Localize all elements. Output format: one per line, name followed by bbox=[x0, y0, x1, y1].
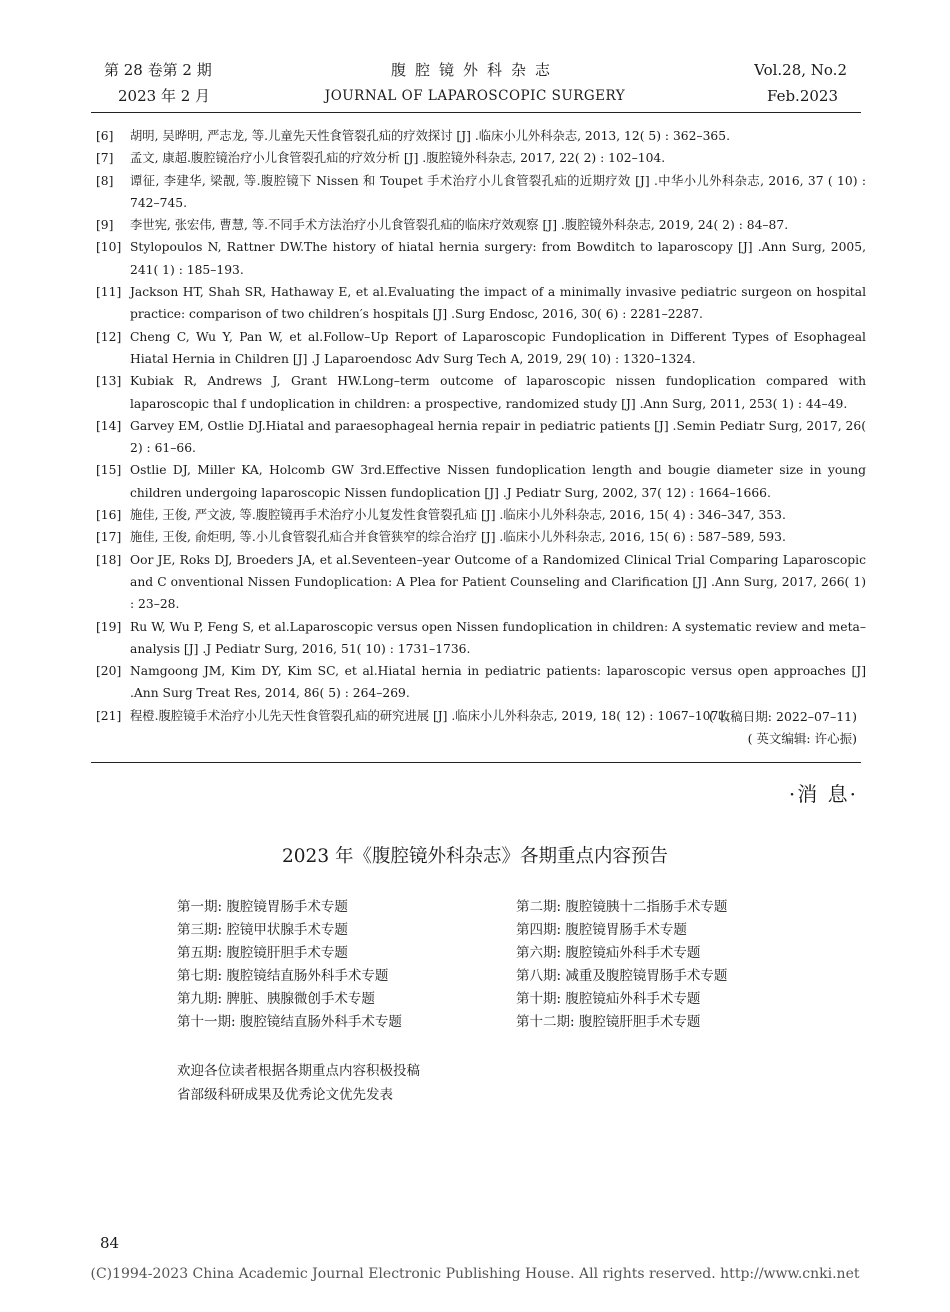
reference-text: Jackson HT, Shah SR, Hathaway E, et al.Evaluating the impact of a minimally invasive pediatric surgeon on hospital practice: comparison of two children′s hospitals [J] .Surg Endosc, 2016, 30( 6) : 2281–2287. bbox=[130, 285, 866, 322]
date-cn: 2023 年 2 月 bbox=[118, 87, 211, 105]
reference-number: [10] bbox=[96, 240, 122, 255]
reference-item bbox=[96, 415, 866, 460]
issue-topic: 第十二期: 腹腔镜肝胆手术专题 bbox=[516, 1014, 701, 1030]
received-date: ( 收稿日期: 2022–07–11) bbox=[708, 709, 857, 724]
reference-number: [6] bbox=[96, 129, 114, 143]
issue-topic: 第五期: 腹腔镜肝胆手术专题 bbox=[177, 945, 348, 961]
section-divider bbox=[91, 762, 861, 763]
reference-item bbox=[96, 549, 866, 616]
reference-text: Oor JE, Roks DJ, Broeders JA, et al.Seventeen–year Outcome of a Randomized Clinical Trial Comparing Laparoscopic and C onventional Nissen Fundoplication: A Plea for Patient Counseling and Clarification [J] .Ann Surg, 2017, 266( 1) : 23–28. bbox=[130, 552, 866, 612]
reference-item bbox=[96, 370, 866, 415]
english-editor: ( 英文编辑: 许心振) bbox=[747, 731, 857, 746]
article-meta bbox=[709, 706, 857, 750]
notice-title: 2023 年《腹腔镜外科杂志》各期重点内容预告 bbox=[282, 846, 668, 867]
issue-topic: 第八期: 减重及腹腔镜胃肠手术专题 bbox=[516, 968, 728, 984]
reference-number: [13] bbox=[96, 374, 122, 389]
reference-number: [17] bbox=[96, 530, 122, 545]
reference-text: Ostlie DJ, Miller KA, Holcomb GW 3rd.Effective Nissen fundoplication length and bougie diameter size in young children undergoing laparoscopic Nissen fundoplication [J] .J Pediatr Surg, 2002, 37( 12) : 1664–1666. bbox=[130, 463, 866, 500]
issue-topic: 第十期: 腹腔镜疝外科手术专题 bbox=[516, 991, 701, 1007]
reference-item bbox=[96, 459, 866, 504]
reference-number: [21] bbox=[96, 708, 122, 723]
reference-text: 程橙.腹腔镜手术治疗小儿先天性食管裂孔疝的研究进展 [J] .临床小儿外科杂志, 2019, 18( 12) : 1067–1071. bbox=[130, 708, 730, 723]
reference-number: [8] bbox=[96, 173, 114, 188]
reference-number: [7] bbox=[96, 151, 114, 166]
issue-topic: 第二期: 腹腔镜胰十二指肠手术专题 bbox=[516, 899, 728, 915]
reference-item bbox=[96, 125, 866, 147]
reference-text: 施佳, 王俊, 严文波, 等.腹腔镜再手术治疗小儿复发性食管裂孔疝 [J] .临床小儿外科杂志, 2016, 15( 4) : 346–347, 353. bbox=[130, 508, 786, 523]
page-number: 84 bbox=[100, 1234, 120, 1252]
reference-text: 施佳, 王俊, 俞炬明, 等.小儿食管裂孔疝合并食管狭窄的综合治疗 [J] .临床小儿外科杂志, 2016, 15( 6) : 587–589, 593. bbox=[130, 530, 786, 545]
reference-item bbox=[96, 504, 866, 526]
reference-text: Cheng C, Wu Y, Pan W, et al.Follow–Up Report of Laparoscopic Fundoplication in Different Types of Esophageal Hiatal Hernia in Children [J] .J Laparoendosc Adv Surg Tech A, 2019, 29( 10) : 1320–1324. bbox=[130, 329, 866, 366]
volume-cn: 第 28 卷第 2 期 bbox=[104, 61, 212, 79]
reference-number: [18] bbox=[96, 552, 122, 567]
reference-number: [20] bbox=[96, 664, 122, 679]
issue-topic: 第六期: 腹腔镜疝外科手术专题 bbox=[516, 945, 701, 961]
welcome-line-2: 省部级科研成果及优秀论文优先发表 bbox=[177, 1087, 393, 1103]
reference-number: [15] bbox=[96, 463, 122, 478]
issue-topic: 第四期: 腹腔镜胃肠手术专题 bbox=[516, 922, 687, 938]
date-en: Feb.2023 bbox=[766, 87, 838, 105]
volume-en: Vol.28, No.2 bbox=[754, 61, 847, 79]
reference-number: [12] bbox=[96, 329, 122, 344]
section-tag: ·消 息· bbox=[788, 782, 858, 806]
issue-topics-grid bbox=[177, 896, 777, 1034]
reference-text: 孟文, 康超.腹腔镜治疗小儿食管裂孔疝的疗效分析 [J] .腹腔镜外科杂志, 2017, 22( 2) : 102–104. bbox=[130, 151, 666, 166]
issue-topic: 第九期: 脾脏、胰腺微创手术专题 bbox=[177, 991, 375, 1007]
reference-text: Namgoong JM, Kim DY, Kim SC, et al.Hiatal hernia in pediatric patients: laparoscopic versus open approaches [J] .Ann Surg Treat Res, 2014, 86( 5) : 264–269. bbox=[130, 664, 866, 701]
issue-topic: 第三期: 腔镜甲状腺手术专题 bbox=[177, 922, 348, 938]
issue-topic: 第十一期: 腹腔镜结直肠外科手术专题 bbox=[177, 1014, 402, 1030]
reference-item bbox=[96, 326, 866, 371]
reference-item bbox=[96, 170, 866, 215]
reference-number: [14] bbox=[96, 418, 122, 433]
journal-title-cn: 腹腔镜外科杂志 bbox=[390, 61, 559, 79]
reference-text: 胡明, 吴晔明, 严志龙, 等.儿童先天性食管裂孔疝的疗效探讨 [J] .临床小儿外科杂志, 2013, 12( 5) : 362–365. bbox=[130, 129, 730, 143]
reference-text: Ru W, Wu P, Feng S, et al.Laparoscopic versus open Nissen fundoplication in children: A systematic review and meta–analysis [J] .J Pediatr Surg, 2016, 51( 10) : 1731–1736. bbox=[130, 619, 866, 656]
reference-text: Stylopoulos N, Rattner DW.The history of hiatal hernia surgery: from Bowditch to laparoscopy [J] .Ann Surg, 2005, 241( 1) : 185–193. bbox=[130, 240, 866, 277]
reference-text: 李世宪, 张宏伟, 曹慧, 等.不同手术方法治疗小儿食管裂孔疝的临床疗效观察 [J] .腹腔镜外科杂志, 2019, 24( 2) : 84–87. bbox=[130, 218, 789, 233]
page-header bbox=[0, 0, 950, 110]
welcome-note bbox=[177, 1059, 420, 1107]
reference-number: [16] bbox=[96, 508, 122, 523]
issue-topic: 第一期: 腹腔镜胃肠手术专题 bbox=[177, 899, 348, 915]
reference-list bbox=[96, 125, 866, 727]
reference-number: [9] bbox=[96, 218, 114, 233]
reference-text: Kubiak R, Andrews J, Grant HW.Long–term outcome of laparoscopic nissen fundoplication compared with laparoscopic thal f undoplication in children: a prospective, randomized study [J] .Ann Surg, 2011, 253( 1) : 44–49. bbox=[130, 374, 866, 411]
issue-topic: 第七期: 腹腔镜结直肠外科手术专题 bbox=[177, 968, 389, 984]
reference-item bbox=[96, 660, 866, 705]
reference-item bbox=[96, 616, 866, 661]
welcome-line-1: 欢迎各位读者根据各期重点内容积极投稿 bbox=[177, 1063, 420, 1079]
reference-item bbox=[96, 526, 866, 548]
reference-item bbox=[96, 236, 866, 281]
copyright-line: (C)1994-2023 China Academic Journal Electronic Publishing House. All rights reserved. http://www.cnki.net bbox=[90, 1266, 860, 1282]
header-divider bbox=[91, 112, 861, 113]
reference-number: [19] bbox=[96, 619, 122, 634]
reference-number: [11] bbox=[96, 285, 122, 300]
reference-item bbox=[96, 147, 866, 169]
reference-item bbox=[96, 214, 866, 236]
reference-text: 谭征, 李建华, 梁靓, 等.腹腔镜下 Nissen 和 Toupet 手术治疗小儿食管裂孔疝的近期疗效 [J] .中华小儿外科杂志, 2016, 37 ( 10) : 742–745. bbox=[130, 173, 866, 210]
reference-item bbox=[96, 281, 866, 326]
journal-title-en: JOURNAL OF LAPAROSCOPIC SURGERY bbox=[324, 88, 626, 104]
reference-text: Garvey EM, Ostlie DJ.Hiatal and paraesophageal hernia repair in pediatric patients [J] .Semin Pediatr Surg, 2017, 26( 2) : 61–66. bbox=[130, 418, 866, 456]
